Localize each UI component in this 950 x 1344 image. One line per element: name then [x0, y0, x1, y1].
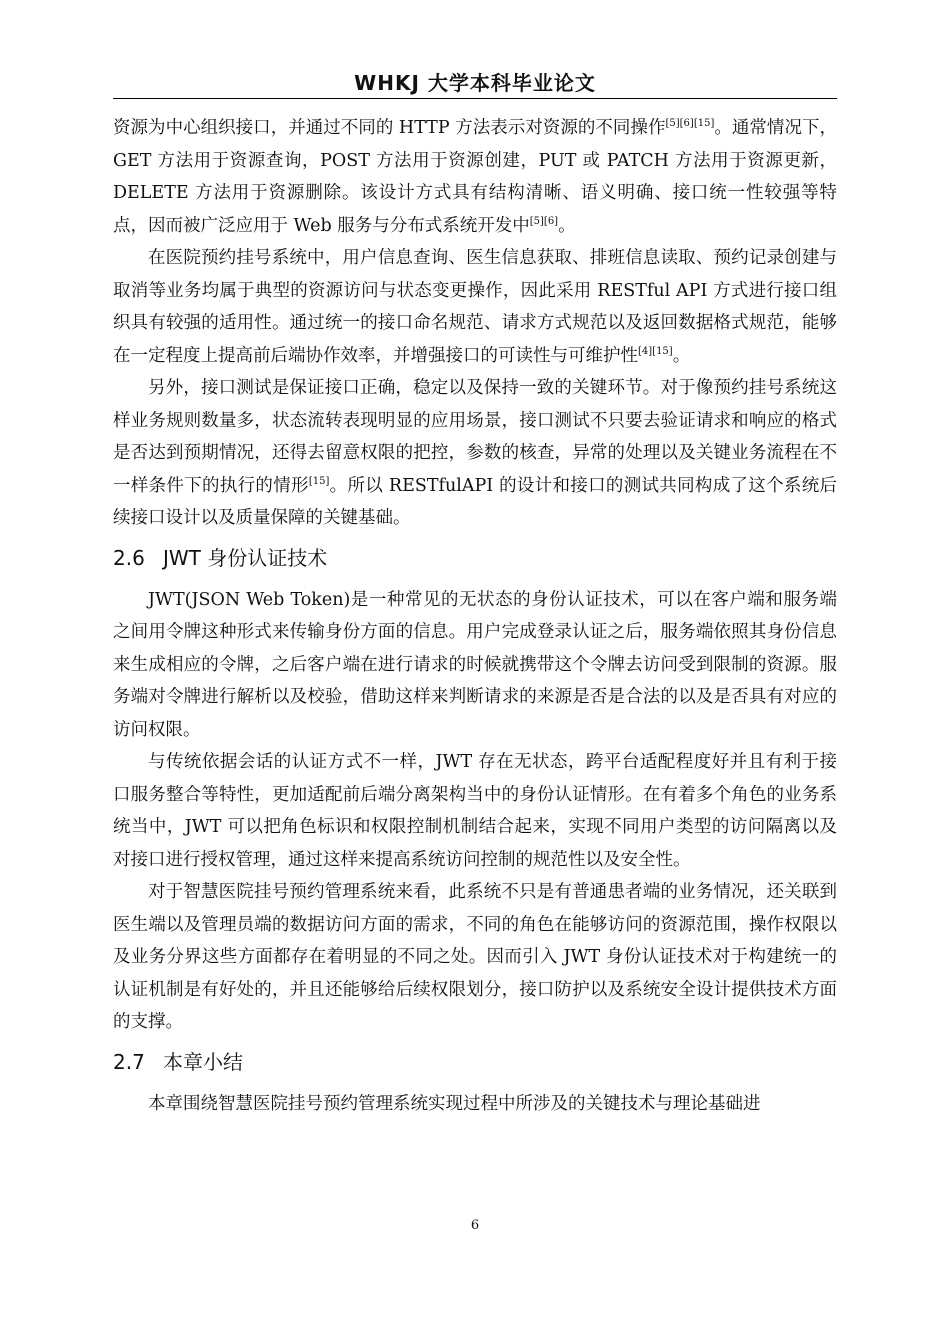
paragraph-text: 另外，接口测试是保证接口正确，稳定以及保持一致的关键环节。对于像预约挂号系统这样业务规则数量多，状态流转表现明显的应用场景，接口测试不只要去验证请求和响应的格式是否达到预期情况，还得去留意权限的把控，参数的核查，异常的处理以及关键业务流程在不一样条件下的执行的情形 [113, 378, 837, 496]
paragraph-jwt-advantages: 与传统依据会话的认证方式不一样，JWT 存在无状态，跨平台适配程度好并且有利于接口服务整合等特性，更加适配前后端分离架构当中的身份认证情形。在有着多个角色的业务系统当中，JWT 可以把角色标识和权限控制机制结合起来，实现不同用户类型的访问隔离以及对接口进行授权管理，通过这样来提高系统访问控制的规范性以及安全性。 [113, 752, 837, 870]
citation: [4][15] [638, 345, 673, 357]
paragraph-text: 。 [558, 215, 576, 236]
header-rule [113, 98, 837, 99]
section-title: 本章小结 [163, 1049, 243, 1074]
paragraph-rest-continued [113, 112, 837, 242]
paragraph-jwt-application: 对于智慧医院挂号预约管理系统来看，此系统不只是有普通患者端的业务情况，还关联到医生端以及管理员端的数据访问方面的需求，不同的角色在能够访问的资源范围，操作权限以及业务分界这些方面都存在着明显的不同之处。因而引入 JWT 身份认证技术对于构建统一的认证机制是有好处的，并且还能够给后续权限划分，接口防护以及系统安全设计提供技术方面的支撑。 [113, 882, 837, 1032]
section-title: JWT 身份认证技术 [163, 545, 328, 570]
body-text [113, 112, 837, 1120]
paragraph-text: 资源为中心组织接口，并通过不同的 HTTP 方法表示对资源的不同操作 [113, 118, 666, 138]
paragraph-text: 。通常情况下，GET 方法用于资源查询，POST 方法用于资源创建，PUT 或 PATCH 方法用于资源更新，DELETE 方法用于资源删除。该设计方式具有结构清晰、语义明确、接口统一性较强等特点，因而被广泛应用于 Web 服务与分布式系统开发中 [113, 118, 837, 236]
paragraph-text: 。 [672, 345, 691, 366]
running-header: WHKJ 大学本科毕业论文 [354, 71, 596, 95]
section-heading-jwt [113, 542, 837, 574]
paragraph-jwt-definition: JWT(JSON Web Token)是一种常见的无状态的身份认证技术，可以在客户端和服务端之间用令牌这种形式来传输身份方面的信息。用户完成登录认证之后，服务端依照其身份信息来生成相应的令牌，之后客户端在进行请求的时候就携带这个令牌去访问受到限制的资源。服务端对令牌进行解析以及校验，借助这样来判断请求的来源是否是合法的以及是否具有对应的访问权限。 [113, 589, 837, 740]
paragraph-text: 。所以 RESTfulAPI 的设计和接口的测试共同构成了这个系统后续接口设计以及质量保障的关键基础。 [113, 475, 838, 528]
section-number: 2.6 [113, 545, 145, 570]
paragraph-summary: 本章围绕智慧医院挂号预约管理系统实现过程中所涉及的关键技术与理论基础进 [148, 1093, 761, 1114]
paragraph-text: 在医院预约挂号系统中，用户信息查询、医生信息获取、排班信息读取、预约记录创建与取消等业务均属于典型的资源访问与状态变更操作，因此采用 RESTful API 方式进行接口组织具有较强的适用性。通过统一的接口命名规范、请求方式规范以及返回数据格式规范，能够在一定程度上提高前后端协作效率，并增强接口的可读性与可维护性 [113, 248, 837, 366]
citation: [5][6][15] [665, 118, 715, 130]
section-heading-summary [113, 1046, 837, 1078]
section-number: 2.7 [113, 1049, 145, 1074]
citation: [15] [308, 475, 330, 487]
paragraph-interface-testing [113, 372, 837, 535]
page-number: 6 [470, 1218, 480, 1233]
citation: [5][6] [529, 215, 559, 227]
paragraph-rest-applicability [113, 242, 837, 372]
